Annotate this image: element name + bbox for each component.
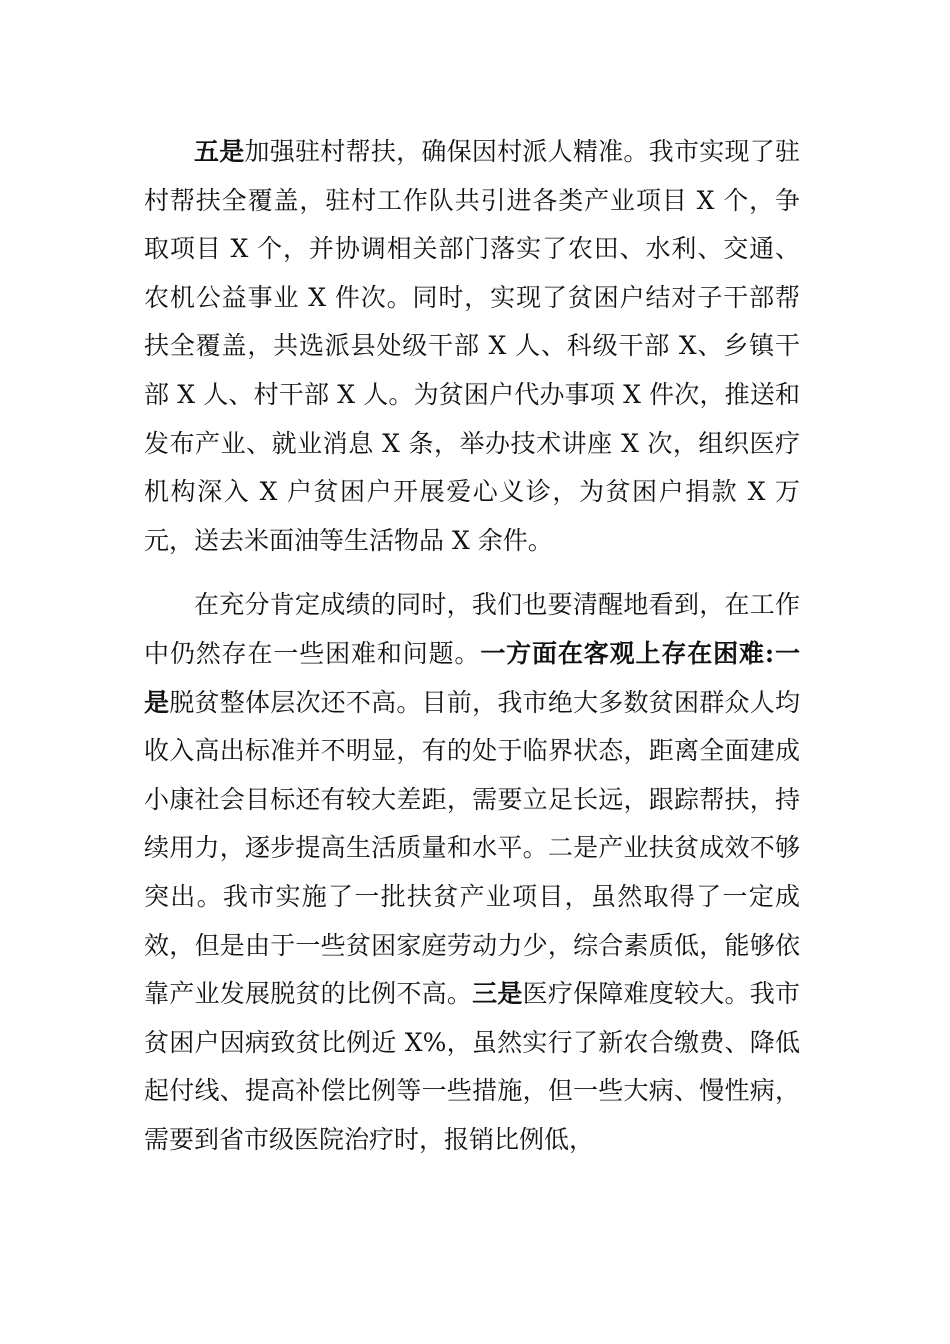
paragraph-text-third: 医疗保障难度较大。我市贫困户因病致贫比例近 X%，虽然实行了新农合缴费、降低起付线、提高补偿比例等一些措施，但一些大病、慢性病，需要到省市级医院治疗时，报销比例低， <box>144 979 800 1154</box>
paragraph-text: 加强驻村帮扶，确保因村派人精准。我市实现了驻村帮扶全覆盖，驻村工作队共引进各类产业项目 X 个，争取项目 X 个，并协调相关部门落实了农田、水利、交通、农机公益事业 X 件次。同时，实现了贫困户结对子干部帮扶全覆盖，共选派县处级干部 X 人、科级干部 X、乡镇干部 X 人、村干部 X 人。为贫困户代办事项 X 件次，推送和发布产业、就业消息 X 条，举办技术讲座 X 次，组织医疗机构深入 X 户贫困户开展爱心义诊，为贫困户捐款 X 万元，送去米面油等生活物品 X 余件。 <box>144 137 800 555</box>
paragraph-lead-third: 三是 <box>472 979 523 1009</box>
document-body <box>144 128 800 1164</box>
paragraph-lead-fifth: 五是 <box>194 137 245 166</box>
paragraph-difficulties <box>144 581 800 1164</box>
paragraph-text-first: 脱贫整体层次还不高。目前，我市绝大多数贫困群众人均收入高出标准并不明显，有的处于临界状态，距离全面建成小康社会目标还有较大差距，需要立足长远，跟踪帮扶，持续用力，逐步提高生活质量和水平。二是产业扶贫成效不够突出。我市实施了一批扶贫产业项目，虽然取得了一定成效，但是由于一些贫困家庭劳动力少，综合素质低，能够依靠产业发展脱贫的比例不高。 <box>144 687 800 1009</box>
section-heading-objective-difficulties: 一方面在客观上存在困难: <box>480 638 775 668</box>
paragraph-resident-assistance <box>144 128 800 565</box>
paragraph-lead-first: 一是 <box>144 638 800 717</box>
paragraph-intro: 在充分肯定成绩的同时，我们也要清醒地看到，在工作中仍然存在一些困难和问题。 <box>144 590 800 668</box>
